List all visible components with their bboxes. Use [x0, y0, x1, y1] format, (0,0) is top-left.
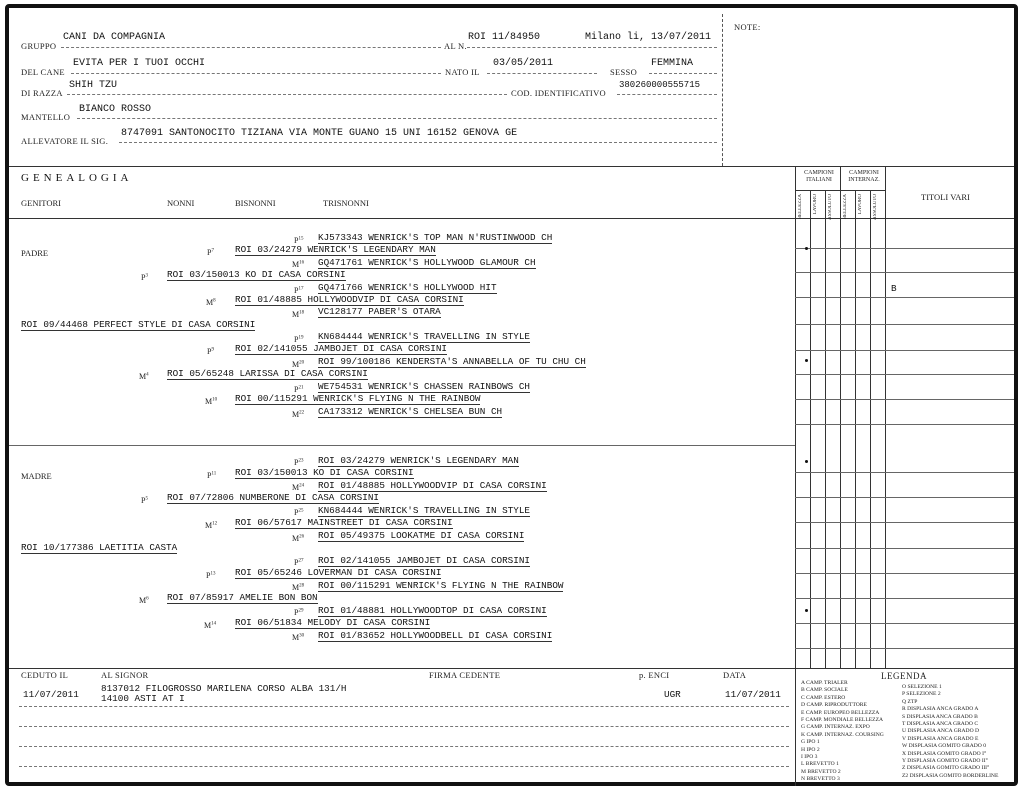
nonno-p3: ROI 03/150013 KO DI CASA CORSINI	[167, 269, 346, 280]
ped-mark: $M^{24}$	[292, 483, 305, 492]
pedigree-certificate	[5, 4, 1018, 786]
data-label: DATA	[723, 670, 747, 680]
ped-mark: $P^3$	[141, 273, 148, 282]
legend-item: N BREVETTO 3	[801, 776, 840, 783]
gruppo-label: GRUPPO	[21, 41, 57, 51]
padre-name: ROI 09/44468 PERFECT STYLE DI CASA CORSINI	[21, 319, 256, 330]
ped-mark: $M^{14}$	[204, 621, 217, 630]
legend-item: W DISPLASIA GOMITO GRADO 0	[902, 743, 987, 750]
trisnonno-p23: ROI 03/24279 WENRICK'S LEGENDARY MAN	[318, 455, 519, 466]
int-bellezza-header: BELLEZZA	[843, 194, 848, 220]
ped-mark: $P^{25}$	[294, 508, 304, 517]
trisnonno-p19: KN684444 WENRICK'S TRAVELLING IN STYLE	[318, 331, 531, 342]
legend-item: K CAMP. INTERNAZ. COURSING	[801, 731, 884, 738]
bisnonno-m10: ROI 00/115291 WENRICK'S FLYING N THE RAINBOW	[235, 393, 481, 404]
legend-item: C CAMP. ESTERO	[801, 694, 846, 701]
trisnonno-p25: KN684444 WENRICK'S TRAVELLING IN STYLE	[318, 505, 531, 516]
bisnonno-m8: ROI 01/48885 HOLLYWOODVIP DI CASA CORSINI	[235, 294, 464, 305]
champion-mark	[805, 609, 808, 612]
ped-mark: $M^6$	[139, 596, 149, 605]
legend-item: R DISPLASIA ANCA GRADO A	[902, 706, 979, 713]
al-signor-label: AL SIGNOR	[101, 670, 149, 680]
ped-mark: $P^{23}$	[294, 458, 304, 467]
ped-mark: $P^{29}$	[294, 608, 304, 617]
ped-mark: $M^{12}$	[205, 521, 218, 530]
trisnonno-p27: ROI 02/141055 JAMBOJET DI CASA CORSINI	[318, 555, 531, 566]
legend-item: G CAMP. INTERNAZ. EXPO	[801, 724, 870, 731]
titolo-vario: B	[891, 283, 897, 294]
ped-mark: $P^5$	[141, 496, 148, 505]
ped-mark: $P^{15}$	[294, 236, 304, 245]
birth-date: 03/05/2011	[493, 58, 554, 69]
champion-mark	[805, 247, 808, 250]
cane-label: DEL CANE	[21, 67, 65, 77]
ped-mark: $P^7$	[207, 248, 214, 257]
legend-item: B CAMP. SOCIALE	[801, 687, 848, 694]
trisnonno-p21: WE754531 WENRICK'S CHASSEN RAINBOWS CH	[318, 381, 531, 392]
legend-item: E CAMP. EUROPEO BELLEZZA	[801, 709, 880, 716]
ped-mark: $M^8$	[206, 298, 216, 307]
nonna-m4: ROI 05/65248 LARISSA DI CASA CORSINI	[167, 368, 368, 379]
legend-item: U DISPLASIA ANCA GRADO D	[902, 728, 980, 735]
trisnonno-m30: ROI 01/83652 HOLLYWOODBELL DI CASA CORSINI	[318, 630, 553, 641]
trisnonno-m16: GQ471761 WENRICK'S HOLLYWOOD GLAMOUR CH	[318, 257, 536, 268]
ped-mark: $M^{16}$	[292, 260, 305, 269]
legend-item: Z DISPLASIA GOMITO GRADO III°	[902, 765, 990, 772]
breeder: 8747091 SANTONOCITO TIZIANA VIA MONTE GUANO 15 UNI 16152 GENOVA GE	[121, 128, 518, 139]
razza-label: DI RAZZA	[21, 88, 63, 98]
bisnonno-p7: ROI 03/24279 WENRICK'S LEGENDARY MAN	[235, 244, 436, 255]
trisnonno-m28: ROI 00/115291 WENRICK'S FLYING N THE RAINBOW	[318, 580, 564, 591]
champion-mark	[805, 460, 808, 463]
titoli-vari-header: TITOLI VARI	[921, 192, 970, 202]
trisnonno-m22: CA173312 WENRICK'S CHELSEA BUN CH	[318, 406, 503, 417]
legend-item: G IPO 1	[801, 739, 820, 746]
nonno-p5: ROI 07/72806 NUMBERONE DI CASA CORSINI	[167, 492, 380, 503]
champion-mark	[805, 359, 808, 362]
bisnonno-p11: ROI 03/150013 KO DI CASA CORSINI	[235, 467, 414, 478]
al-n-label: AL N.	[444, 41, 467, 51]
int-lavoro-header: LAVORO	[858, 194, 863, 215]
ped-mark: $M^{22}$	[292, 410, 305, 419]
al-signor-line1: 8137012 FILOGROSSO MARILENA CORSO ALBA 131/H	[101, 683, 347, 694]
legenda-left-column	[801, 680, 884, 784]
genealogia-title: GENEALOGIA	[21, 172, 133, 184]
ped-mark: $M^{26}$	[292, 534, 305, 543]
it-assoluto-header: ASSOLUTO	[828, 194, 833, 221]
ped-mark: $P^{19}$	[294, 335, 304, 344]
legend-item: D CAMP. RIPRODUTTORE	[801, 702, 867, 709]
campioni-italiani-header: CAMPIONI ITALIANI	[804, 170, 834, 183]
ped-mark: $P^{13}$	[206, 571, 216, 580]
ped-mark: $M^{30}$	[292, 633, 305, 642]
legend-item: X DISPLASIA GOMITO GRADO I°	[902, 750, 987, 757]
nato-label: NATO IL	[445, 67, 480, 77]
legend-item: Q ZTP	[902, 698, 918, 705]
coat: BIANCO ROSSO	[79, 104, 152, 115]
ped-mark: $M^{18}$	[292, 310, 305, 319]
data-value: 11/07/2011	[725, 689, 781, 700]
legend-item: Z2 DISPLASIA GOMITO BORDERLINE	[902, 772, 999, 779]
bisnonno-p13: ROI 05/65246 LOVERMAN DI CASA CORSINI	[235, 567, 442, 578]
legend-item: H IPO 2	[801, 746, 820, 753]
ped-mark: $M^4$	[139, 372, 149, 381]
legend-item: V DISPLASIA ANCA GRADO E	[902, 735, 979, 742]
legend-item: A CAMP. TRIALER	[801, 680, 848, 686]
note-label: NOTE:	[734, 22, 761, 32]
legend-item: T DISPLASIA ANCA GRADO C	[902, 721, 979, 728]
allevatore-label: ALLEVATORE IL SIG.	[21, 136, 109, 146]
it-bellezza-header: BELLEZZA	[798, 194, 803, 220]
ceduto-label: CEDUTO IL	[21, 670, 69, 680]
campioni-internaz-header: CAMPIONI INTERNAZ.	[848, 170, 880, 183]
col-trisnonni: TRISNONNI	[323, 198, 369, 208]
bisnonno-m12: ROI 06/57617 MAINSTREET DI CASA CORSINI	[235, 517, 453, 528]
trisnonno-p15: KJ573343 WENRICK'S TOP MAN N'RUSTINWOOD CH	[318, 232, 553, 243]
legend-item: O SELEZIONE 1	[902, 684, 942, 690]
legend-item: F CAMP. MONDIALE BELLEZZA	[801, 717, 884, 724]
bisnonno-p9: ROI 02/141055 JAMBOJET DI CASA CORSINI	[235, 343, 448, 354]
ped-mark: $P^{27}$	[294, 558, 304, 567]
cod-label: COD. IDENTIFICATIVO	[511, 88, 606, 98]
madre-name: ROI 10/177386 LAETITIA CASTA	[21, 542, 178, 553]
trisnonno-m20: ROI 99/100186 KENDERSTA'S ANNABELLA OF TU CHU CH	[318, 356, 586, 367]
breed: SHIH TZU	[69, 80, 118, 91]
legenda-right-column	[902, 684, 998, 780]
legend-item: L BREVETTO 1	[801, 761, 839, 768]
ped-mark: $P^{17}$	[294, 286, 304, 295]
madre-label: MADRE	[21, 471, 52, 481]
trisnonno-m24: ROI 01/48885 HOLLYWOODVIP DI CASA CORSINI	[318, 480, 547, 491]
registration-number: ROI 11/84950	[468, 32, 541, 43]
col-nonni: NONNI	[167, 198, 195, 208]
ped-mark: $P^{21}$	[294, 385, 304, 394]
sesso-label: SESSO	[610, 67, 638, 77]
legend-item: P SELEZIONE 2	[902, 691, 941, 698]
int-assoluto-header: ASSOLUTO	[873, 194, 878, 221]
enci-value: UGR	[664, 689, 681, 700]
dog-name: EVITA PER I TUOI OCCHI	[73, 58, 206, 69]
nonna-m6: ROI 07/85917 AMELIE BON BON	[167, 592, 318, 603]
legenda-title: LEGENDA	[881, 671, 927, 681]
ceduto-date: 11/07/2011	[23, 689, 79, 700]
ped-mark: $P^{11}$	[207, 471, 217, 480]
sex: FEMMINA	[651, 58, 694, 69]
trisnonno-p29: ROI 01/48881 HOLLYWOODTOP DI CASA CORSINI	[318, 605, 547, 616]
padre-label: PADRE	[21, 248, 49, 258]
legend-item: Y DISPLASIA GOMITO GRADO II°	[902, 758, 988, 765]
ped-mark: $M^{28}$	[292, 583, 305, 592]
bisnonno-m14: ROI 06/51834 MELODY DI CASA CORSINI	[235, 617, 431, 628]
enci-label: p. ENCI	[639, 670, 670, 680]
firma-label: FIRMA CEDENTE	[429, 670, 501, 680]
gruppo-value: CANI DA COMPAGNIA	[63, 32, 166, 43]
trisnonno-m26: ROI 05/49375 LOOKATME DI CASA CORSINI	[318, 530, 525, 541]
mantello-label: MANTELLO	[21, 112, 71, 122]
microchip-code: 380260000555715	[619, 80, 701, 90]
legend-item: S DISPLASIA ANCA GRADO B	[902, 713, 978, 720]
col-bisnonni: BISNONNI	[235, 198, 276, 208]
al-signor-line2: 14100 ASTI AT I	[101, 693, 185, 704]
ped-mark: $P^9$	[207, 347, 214, 356]
ped-mark: $M^{10}$	[205, 397, 218, 406]
legend-item: M BREVETTO 2	[801, 768, 841, 775]
trisnonno-m18: VC128177 PABER'S OTARA	[318, 306, 441, 317]
trisnonno-p17: GQ471766 WENRICK'S HOLLYWOOD HIT	[318, 282, 497, 293]
col-genitori: GENITORI	[21, 198, 61, 208]
it-lavoro-header: LAVORO	[813, 194, 818, 215]
ped-mark: $M^{20}$	[292, 360, 305, 369]
place-date: Milano li, 13/07/2011	[585, 32, 712, 43]
legend-item: I IPO 3	[801, 754, 818, 761]
